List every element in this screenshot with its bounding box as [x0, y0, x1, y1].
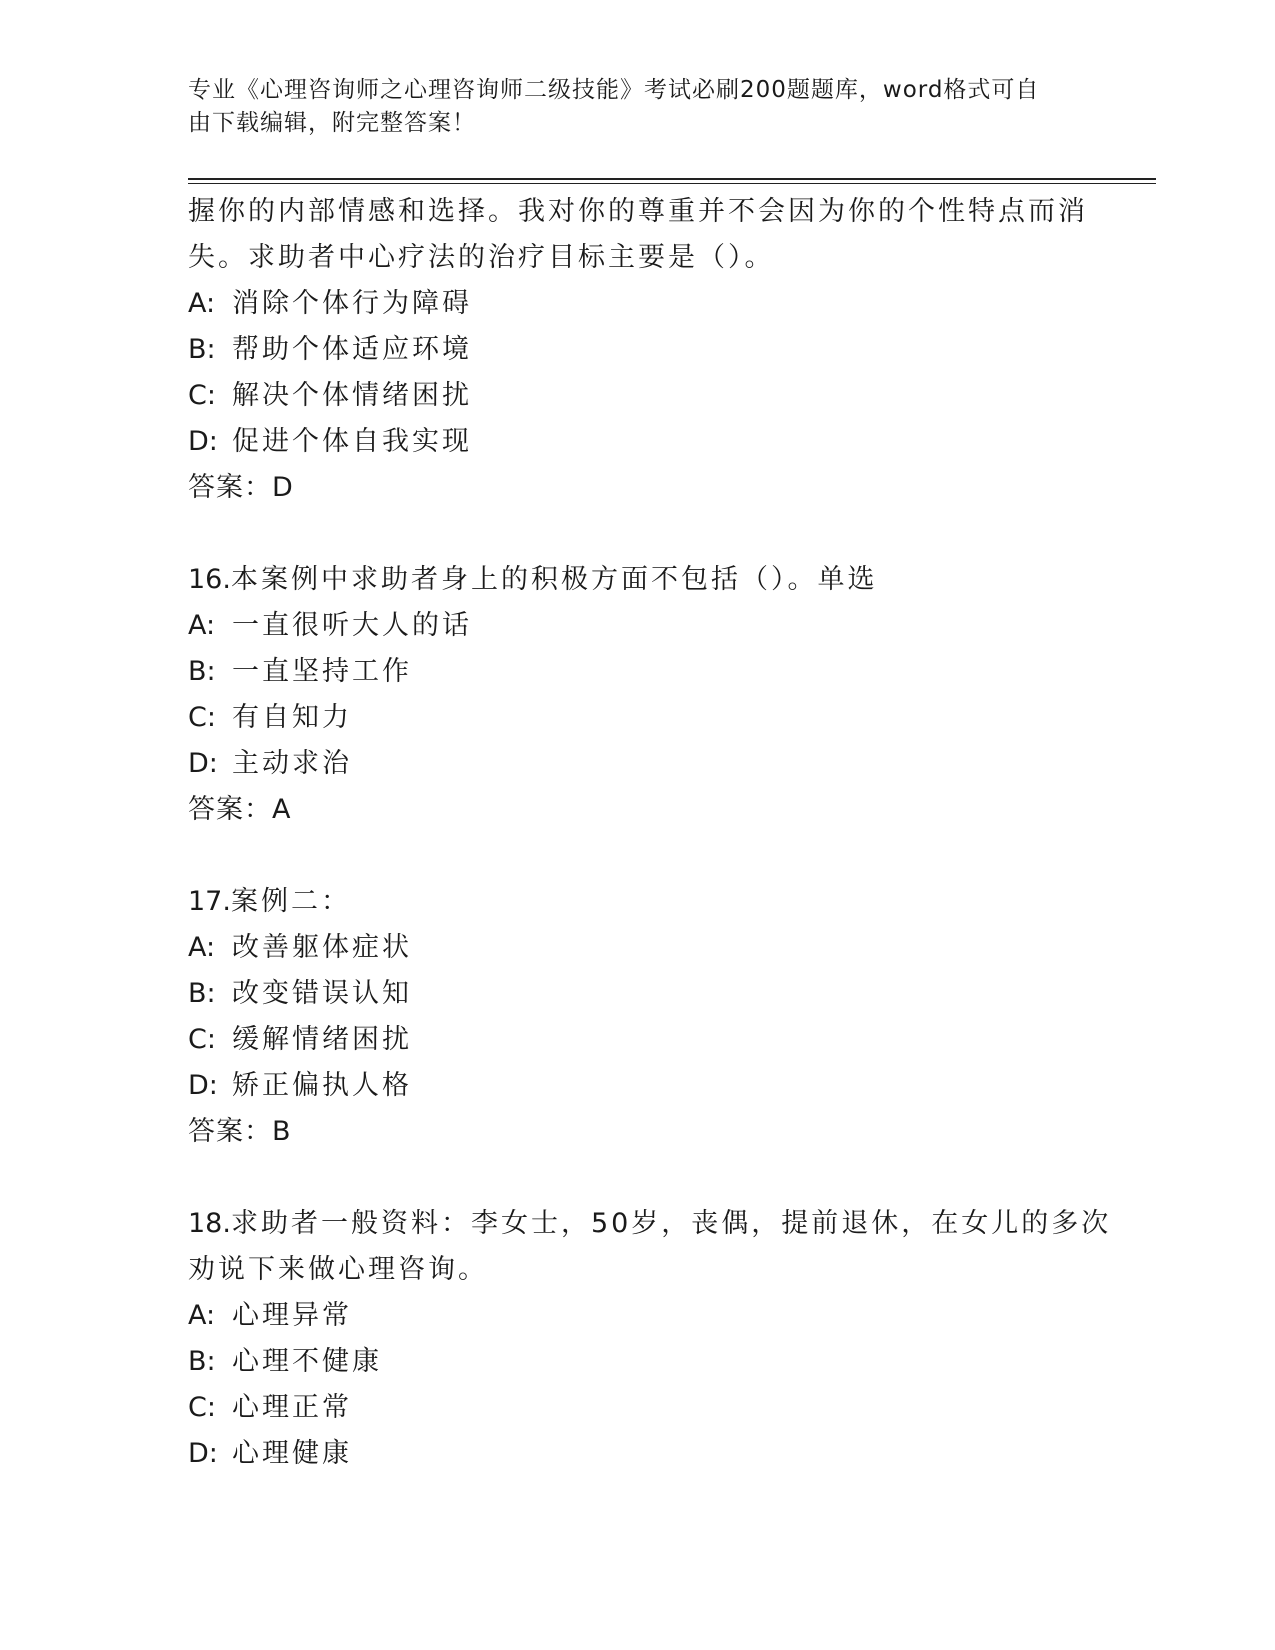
option-label: C:: [188, 1392, 216, 1423]
option-label: D:: [188, 426, 218, 457]
option-text: 心理异常: [232, 1300, 352, 1331]
question-15: [188, 189, 1088, 511]
option-label: A:: [188, 288, 216, 319]
question-number: 17.: [188, 886, 231, 917]
header-title-line-2: 由下载编辑，附完整答案！: [188, 110, 476, 136]
option-text: 消除个体行为障碍: [232, 288, 472, 319]
header-divider-thick: [188, 178, 1156, 180]
option-label: D:: [188, 1070, 218, 1101]
option-b: [188, 1339, 1088, 1385]
question-16: [188, 557, 1088, 833]
option-text: 解决个体情绪困扰: [232, 380, 472, 411]
option-label: D:: [188, 748, 218, 779]
question-18: [188, 1201, 1112, 1477]
option-label: A:: [188, 1300, 216, 1331]
question-number: 16.: [188, 564, 231, 595]
option-label: C:: [188, 380, 216, 411]
question-stem-line: 劝说下来做心理咨询。: [188, 1254, 488, 1285]
spacer: [188, 833, 1088, 879]
answer-line: 答案：D: [188, 472, 294, 503]
option-text: 促进个体自我实现: [232, 426, 472, 457]
answer-line: 答案：B: [188, 1116, 292, 1147]
option-label: B:: [188, 1346, 216, 1377]
option-text: 主动求治: [232, 748, 352, 779]
option-text: 有自知力: [232, 702, 352, 733]
option-c: [188, 1017, 1088, 1063]
option-d: [188, 1431, 1088, 1477]
option-text: 一直很听大人的话: [232, 610, 472, 641]
option-d: [188, 1063, 1088, 1109]
question-stem: 求助者一般资料：李女士，50岁，丧偶，提前退休，在女儿的多次: [230, 1208, 1112, 1239]
option-c: [188, 695, 1088, 741]
option-b: [188, 327, 1088, 373]
option-text: 改善躯体症状: [232, 932, 412, 963]
document-header: [188, 74, 1068, 140]
option-a: [188, 281, 1088, 327]
option-text: 心理正常: [232, 1392, 352, 1423]
option-b: [188, 971, 1088, 1017]
question-number: 18.: [188, 1208, 231, 1239]
answer-line: 答案：A: [188, 794, 292, 825]
option-label: B:: [188, 656, 216, 687]
option-text: 心理健康: [232, 1438, 352, 1469]
option-label: C:: [188, 1024, 216, 1055]
header-divider-thin: [188, 183, 1156, 184]
option-text: 一直坚持工作: [232, 656, 412, 687]
question-stem-line: [188, 557, 1088, 603]
option-text: 矫正偏执人格: [232, 1070, 412, 1101]
option-text: 心理不健康: [232, 1346, 382, 1377]
option-label: C:: [188, 702, 216, 733]
option-b: [188, 649, 1088, 695]
spacer: [188, 511, 1088, 557]
option-label: B:: [188, 978, 216, 1009]
question-stem-line: [188, 1201, 1112, 1247]
option-d: [188, 741, 1088, 787]
question-stem: 案例二：: [230, 886, 351, 917]
option-a: [188, 1293, 1088, 1339]
question-stem: 本案例中求助者身上的积极方面不包括（）。单选: [230, 564, 878, 595]
question-stem-line: 握你的内部情感和选择。我对你的尊重并不会因为你的个性特点而消: [188, 196, 1088, 227]
question-stem-line: 失。求助者中心疗法的治疗目标主要是（）。: [188, 242, 775, 273]
option-text: 缓解情绪困扰: [232, 1024, 412, 1055]
option-label: A:: [188, 932, 216, 963]
question-stem-line: [188, 879, 1088, 925]
option-c: [188, 1385, 1088, 1431]
option-c: [188, 373, 1088, 419]
option-text: 帮助个体适应环境: [232, 334, 472, 365]
header-title-line-1: 专业《心理咨询师之心理咨询师二级技能》考试必刷200题题库，word格式可自: [188, 77, 1040, 103]
option-a: [188, 603, 1088, 649]
option-label: A:: [188, 610, 216, 641]
question-list: [188, 189, 1112, 1477]
spacer: [188, 1155, 1088, 1201]
option-label: D:: [188, 1438, 218, 1469]
option-text: 改变错误认知: [232, 978, 412, 1009]
question-17: [188, 879, 1088, 1155]
option-a: [188, 925, 1088, 971]
option-label: B:: [188, 334, 216, 365]
option-d: [188, 419, 1088, 465]
